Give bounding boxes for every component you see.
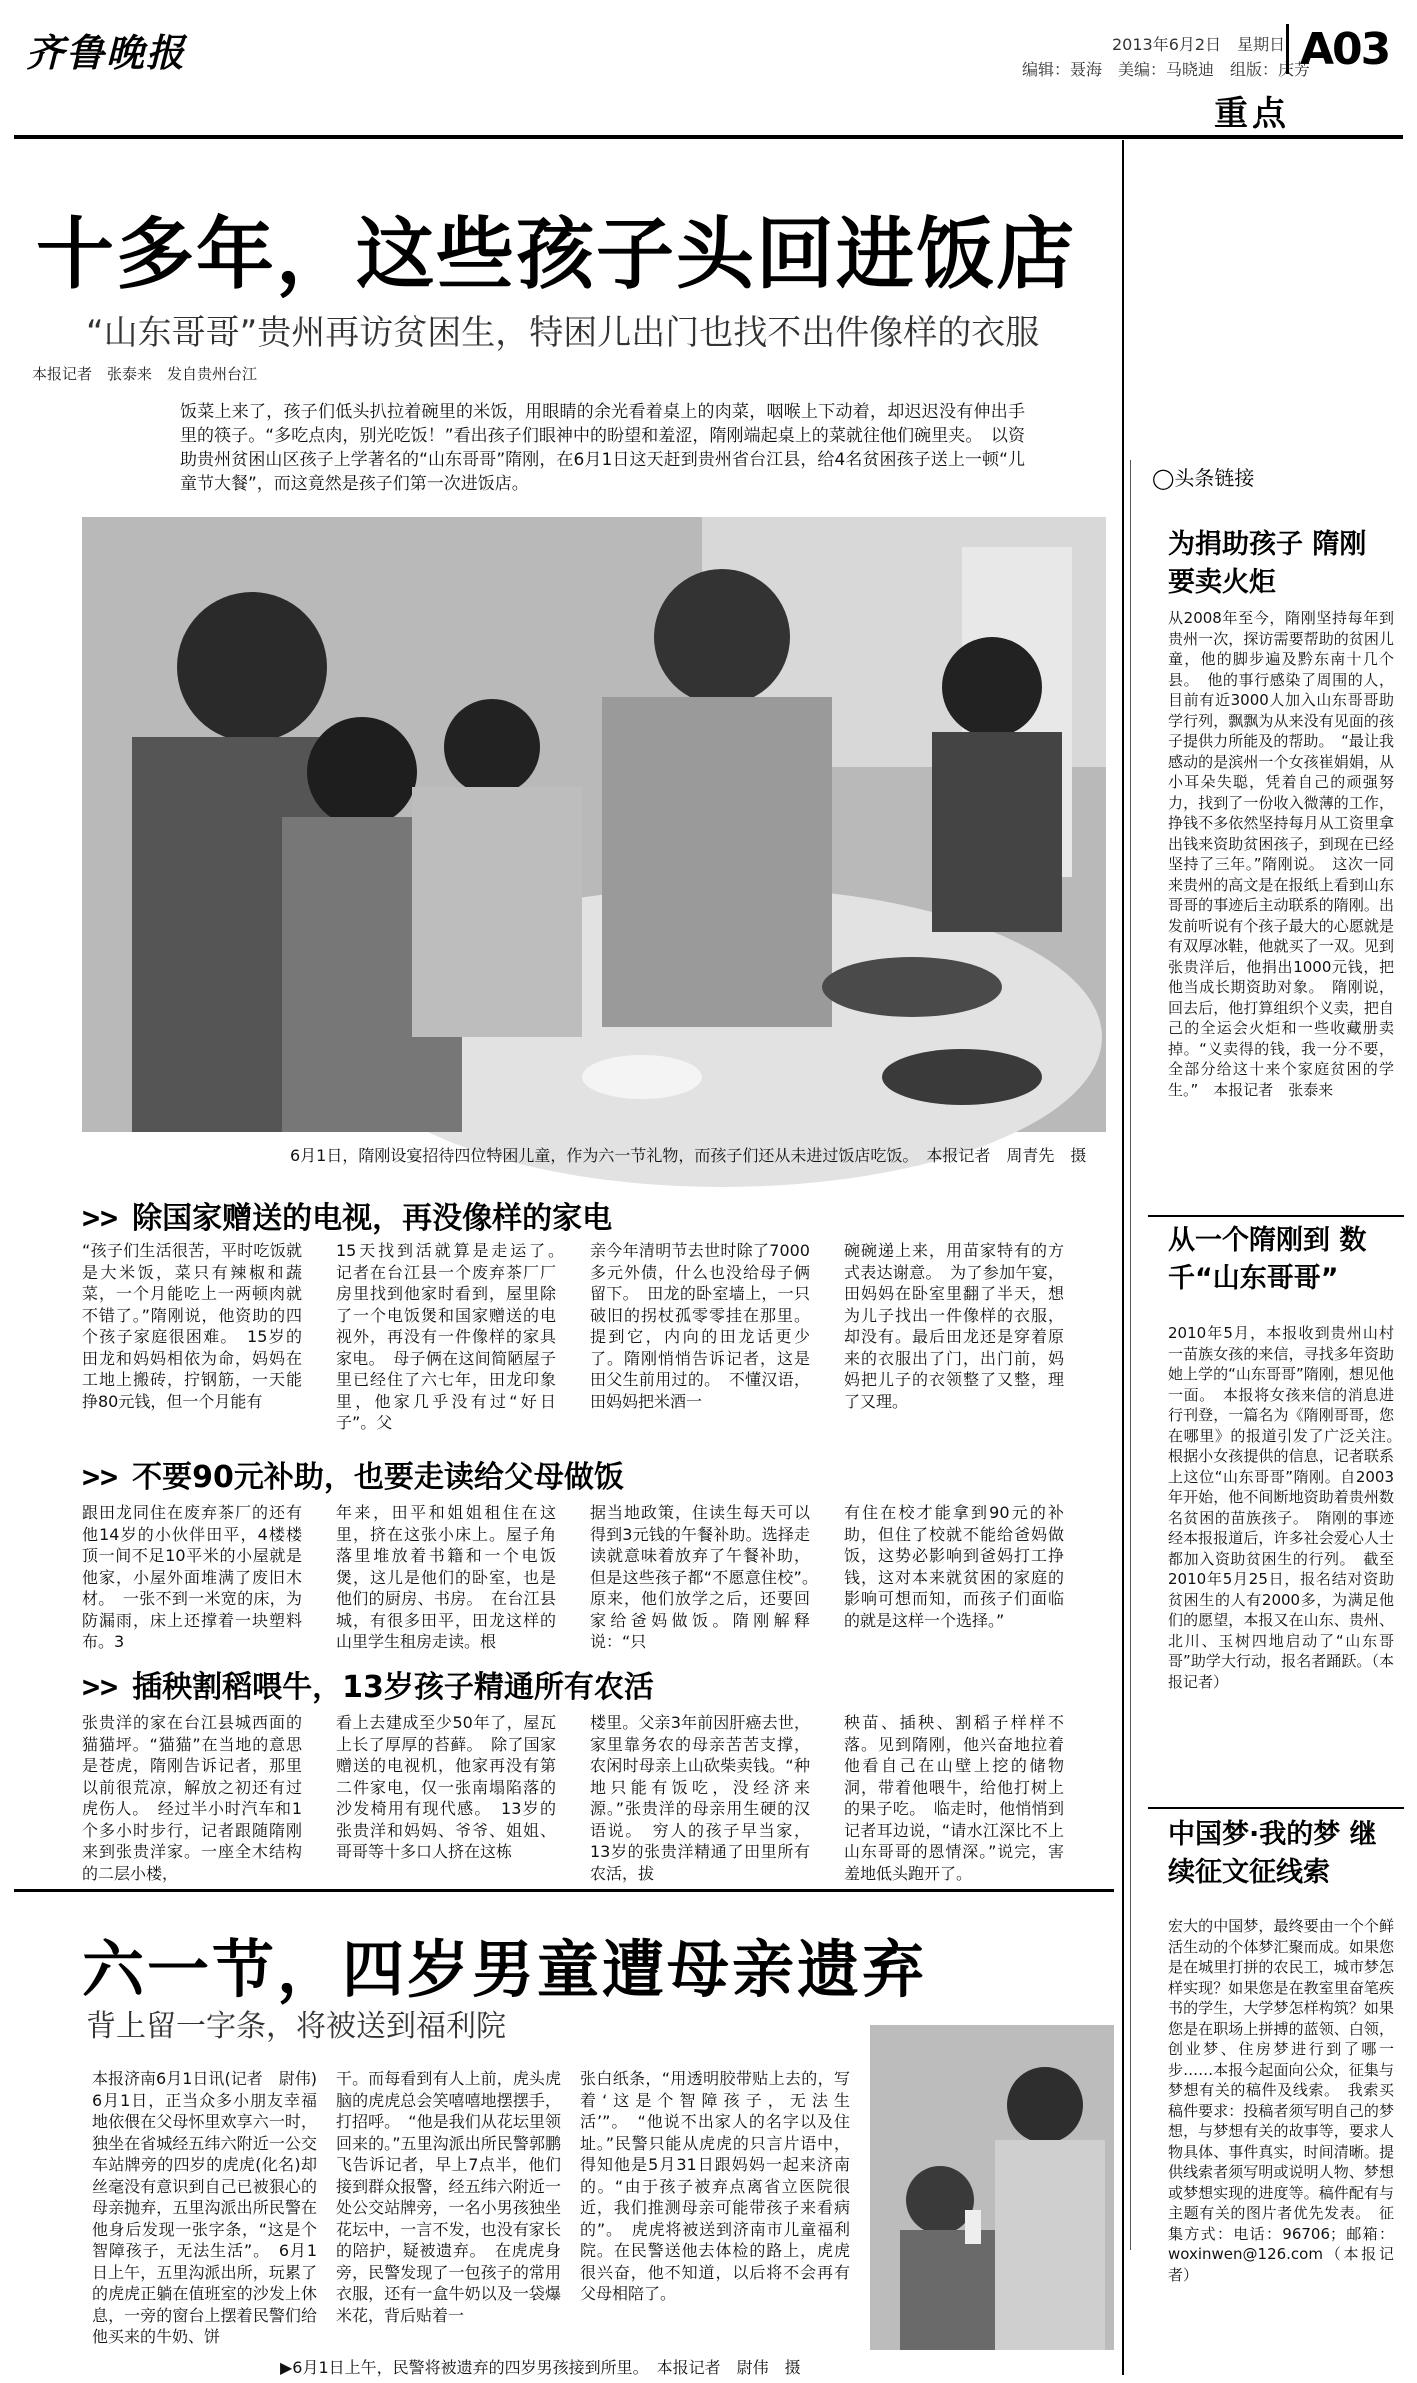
section-2-col-2: 年来，田平和姐姐租住在这里，挤在这张小床上。屋子角落里堆放着书籍和一个电饭煲，这儿是他们的卧室，也是他们的厨房、书房。 在台江县城，有很多田平，田龙这样的山里学生租房走读。根	[336, 1503, 556, 1651]
sidebar-item-1-text: 从2008年至今，隋刚坚持每年到贵州一次，探访需要帮助的贫困儿童，他的脚步遍及黔东南十几个县。 他的事行感染了周围的人，目前有近3000人加入山东哥哥助学行列，飘飘为从来没有见面的孩子提供力所能及的帮助。 “最让我感动的是滨州一个女孩崔娟娟，从小耳朵失聪，凭着自己的顽强努力，找到了一份收入微薄的工作，挣钱不多依然坚持每月从工资里拿出钱来资助贫困孩子，到现在已经坚持了三年。”隋刚说。 这次一同来贵州的高文是在报纸上看到山东哥哥的事迹后主动联系的隋刚。出发前听说有个孩子最大的心愿就是有双厚冰鞋，他就买了一双。见到张贵洋后，他捐出1000元钱，把他当成长期资助对象。 隋刚说，回去后，他打算组织个义卖，把自己的全运会火炬和一些收藏册卖掉。“义卖得的钱，我一分不要，全部分给这十来个家庭贫困的学生。” 本报记者 张泰来	[1168, 609, 1394, 1099]
section-2-col-3: 据当地政策，住读生每天可以得到3元钱的午餐补助。选择走读就意味着放弃了午餐补助，但是这些孩子都“不愿意住校”。 原来，他们放学之后，还要回家给爸妈做饭。隋刚解释说：“只	[590, 1503, 827, 1651]
section-heading-1	[82, 1193, 612, 1237]
story-2-headline: 六一节，四岁男童遭母亲遗弃	[82, 1933, 928, 2006]
main-headline: 十多年，这些孩子头回进饭店	[36, 210, 1077, 300]
sidebar-divider	[1130, 460, 1131, 2250]
story-2-col-2: 干。而每看到有人上前，虎头虎脑的虎虎总会笑嘻嘻地摆摆手，打招呼。 “他是我们从花坛里领回来的。”五里沟派出所民警郭鹏飞告诉记者，早上7点半，他们接到群众报警，经五纬六附近一处公交站牌旁，一名小男孩独坐花坛中，一言不发，也没有家长的陪护，疑被遗弃。 在虎虎身旁，民警发现了一包孩子的常用衣服，还有一盒牛奶以及一袋爆米花，背后贴着一	[336, 2069, 561, 2325]
section-3-col-4: 秧苗、插秧、割稻子样样不落。见到隋刚，他兴奋地拉着他看自己在山壁上挖的储物洞，带着他喂牛，给他打树上的果子吃。 临走时，他悄悄到记者耳边说，“请水江深比不上山东哥哥的恩情深。”说完，害羞地低头跑开了。	[844, 1713, 1064, 1883]
story-2-rule	[14, 1889, 1114, 1892]
sidebar-rule-1	[1148, 1215, 1404, 1217]
section-1-col-3: 亲今年清明节去世时除了7000多元外债，什么也没给母子俩留下。 田龙的卧室墙上，一只破旧的拐杖孤零零挂在那里。提到它，内向的田龙话更少了。隋刚悄悄告诉记者，这是田父生前用过的。 不懂汉语，田妈妈把米酒一	[590, 1241, 810, 1411]
section-label: 重点	[1214, 94, 1290, 134]
section-2-col-1: 跟田龙同住在废弃茶厂的还有他14岁的小伙伴田平，4楼楼顶一间不足10平米的小屋就是他家，小屋外面堆满了废旧木材。 一张不到一米宽的床，为防漏雨，床上还撑着一块塑料布。3	[82, 1503, 302, 1651]
section-3-col-3: 楼里。父亲3年前因肝癌去世，家里靠务农的母亲苦苦支撑，农闲时母亲上山砍柴卖钱。“种地只能有饭吃，没经济来源。”张贵洋的母亲用生硬的汉语说。 穷人的孩子早当家，13岁的张贵洋精通了田里所有农活，拔	[590, 1713, 810, 1883]
main-subheadline: “山东哥哥”贵州再访贫困生，特困儿出门也找不出件像样的衣服	[86, 313, 1040, 353]
main-byline: 本报记者 张泰来 发自贵州台江	[32, 365, 258, 383]
page-number: A03	[1300, 24, 1390, 75]
dinner-photo-caption: 6月1日，隋刚设宴招待四位特困儿童，作为六一节礼物，而孩子们还从未进过饭店吃饭。 本报记者 周青先 摄	[290, 1146, 1087, 1165]
main-lead-paragraph: 饭菜上来了，孩子们低头扒拉着碗里的米饭，用眼睛的余光看着桌上的肉菜，咽喉上下动着，却迟迟没有伸出手里的筷子。“多吃点肉，别光吃饭！”看出孩子们眼神中的盼望和羞涩，隋刚端起桌上的菜就往他们碗里夹。 以资助贵州贫困山区孩子上学著名的“山东哥哥”隋刚，在6月1日这天赶到贵州省台江县，给4名贫困孩子送上一顿“儿童节大餐”，而这竟然是孩子们第一次进饭店。	[180, 402, 1025, 494]
sidebar-item-2-title: 从一个隋刚到 数千“山东哥哥”	[1168, 1225, 1367, 1294]
editor-credits: 编辑：聂海 美编：马晓迪 组版：庆芳	[1022, 60, 1311, 79]
section-title: 不要90元补助，也要走读给父母做饭	[132, 1460, 624, 1495]
boy-police-photo-illustration	[870, 2025, 1114, 2350]
dinner-photo-illustration	[82, 517, 1106, 1132]
sidebar-item-3-text: 宏大的中国梦，最终要由一个个鲜活生动的个体梦汇聚而成。如果您是在城里打拼的农民工，城市梦怎样实现？如果您是在教室里奋笔疾书的学生，大学梦怎样构筑？如果您是在职场上拼搏的蓝领、白领，创业梦、住房梦进行到了哪一步……本报今起面向公众，征集与梦想有关的稿件及线索。 我索买稿件要求：投稿者须写明自己的梦想，与梦想有关的故事等，要求人物具体、事件真实，时间清晰。提供线索者须写明或说明人物、梦想或梦想实现的进度等。稿件配有与主题有关的图片者优先发表。 征集方式：电话：96706；邮箱：woxinwen@126.com（本报记者）	[1168, 1917, 1394, 2284]
boy-police-photo-caption: ▶6月1日上午，民警将被遗弃的四岁男孩接到所里。 本报记者 尉伟 摄	[280, 2358, 801, 2377]
header-rule	[14, 135, 1403, 139]
section-arrow: >>	[82, 1670, 119, 1705]
masthead-logo: 齐鲁晚报	[26, 30, 187, 75]
sidebar-rule-2	[1148, 1807, 1404, 1809]
section-heading-2	[82, 1452, 624, 1496]
section-1-col-1: “孩子们生活很苦，平时吃饭就是大米饭，菜只有辣椒和蔬菜，一个月能吃上一两顿肉就不错了。”隋刚说，他资助的四个孩子家庭很困难。 15岁的田龙和妈妈相依为命，妈妈在工地上搬砖，拧钢筋，一天能挣80元钱，但一个月能有	[82, 1241, 302, 1411]
dinner-photo	[82, 517, 1106, 1132]
section-heading-3	[82, 1662, 654, 1706]
sidebar-item-2-text: 2010年5月，本报收到贵州山村一苗族女孩的来信，寻找多年资助她上学的“山东哥哥”隋刚，想见他一面。 本报将女孩来信的消息进行刊登，一篇名为《隋刚哥哥，您在哪里》的报道引发了广泛关注。 根据小女孩提供的信息，记者联系上这位“山东哥哥”隋刚。自2003年开始，他不间断地资助着贵州数名贫困的苗族孩子。 隋刚的事迹经本报报道后，许多社会爱心人士都加入资助贫困生的行列。 截至2010年5月25日，报名结对资助贫困生的人有2000多，为满足他们的愿望，本报又在山东、贵州、北川、玉树四地启动了“山东哥哥”助学大行动，报名者踊跃。（本报记者）	[1168, 1324, 1410, 1691]
story-2-col-1: 本报济南6月1日讯(记者 尉伟) 6月1日，正当众多小朋友幸福地依偎在父母怀里欢享六一时，独坐在省城经五纬六附近一公交车站牌旁的四岁的虎虎(化名)却丝毫没有意识到自己已被狠心的母亲抛弃，五里沟派出所民警在他身后发现一张字条，“这是个智障孩子，无法生活”。 6月1日上午，五里沟派出所，玩累了的虎虎正躺在值班室的沙发上休息，一旁的窗台上摆着民警们给他买来的牛奶、饼	[92, 2069, 334, 2346]
section-title: 除国家赠送的电视，再没像样的家电	[132, 1201, 613, 1236]
section-1-col-4: 碗碗递上来，用苗家特有的方式表达谢意。 为了参加午宴，田妈妈在卧室里翻了半天，想为儿子找出一件像样的衣服，却没有。最后田龙还是穿着原来的衣服出了门，出门前，妈妈把儿子的衣领整了又整，理了又理。	[844, 1241, 1064, 1411]
story-2-col-3: 张白纸条，“用透明胶带贴上去的，写着‘这是个智障孩子，无法生活’”。 “他说不出家人的名字以及住址。”民警只能从虎虎的只言片语中，得知他是5月31日跟妈妈一起来济南的。“由于孩子被弃点离省立医院很近，我们推测母亲可能带孩子来看病的”。 虎虎将被送到济南市儿童福利院。在民警送他去体检的路上，虎虎很兴奋，他不知道，以后将不会再有父母相陪了。	[580, 2069, 850, 2303]
section-2-col-4: 有住在校才能拿到90元的补助，但住了校就不能给爸妈做饭，这势必影响到爸妈打工挣钱，这对本来就贫困的家庭的影响可想而知，而孩子们面临的就是这样一个选择。”	[844, 1503, 1064, 1630]
section-title: 插秧割稻喂牛，13岁孩子精通所有农活	[132, 1670, 654, 1705]
story-2-subheadline: 背上留一字条，将被送到福利院	[86, 2009, 506, 2044]
section-arrow: >>	[82, 1460, 119, 1495]
sidebar-item-3-title: 中国梦·我的梦 继续征文征线索	[1168, 1819, 1377, 1888]
section-1-col-2: 15天找到活就算是走运了。 记者在台江县一个废弃茶厂厂房里找到他家时看到，屋里除了一个电饭煲和国家赠送的电视外，再没有一件像样的家具家电。 母子俩在这间简陋屋子里已经住了六七年，田龙印象里，他家几乎没有过“好日子”。父	[336, 1241, 573, 1432]
issue-date: 2013年6月2日 星期日	[1112, 35, 1286, 54]
section-3-col-1: 张贵洋的家在台江县城西面的猫猫坪。“猫猫”在当地的意思是苍虎，隋刚告诉记者，那里以前很荒凉，解放之初还有过虎伤人。 经过半小时汽车和1个多小时步行，记者跟随隋刚来到张贵洋家。一座全木结构的二层小楼，	[82, 1713, 302, 1883]
boy-police-photo	[870, 2025, 1114, 2350]
section-3-col-2: 看上去建成至少50年了，屋瓦上长了厚厚的苔藓。 除了国家赠送的电视机，他家再没有第二件家电，仅一张南塌陷落的沙发椅用有现代感。 13岁的张贵洋和妈妈、爷爷、姐姐、哥哥等十多口人挤在这栋	[336, 1713, 556, 1861]
sidebar-tag: ◯头条链接	[1152, 466, 1255, 490]
section-arrow: >>	[82, 1201, 119, 1236]
sidebar-item-1-title: 为捐助孩子 隋刚要卖火炬	[1168, 529, 1367, 598]
